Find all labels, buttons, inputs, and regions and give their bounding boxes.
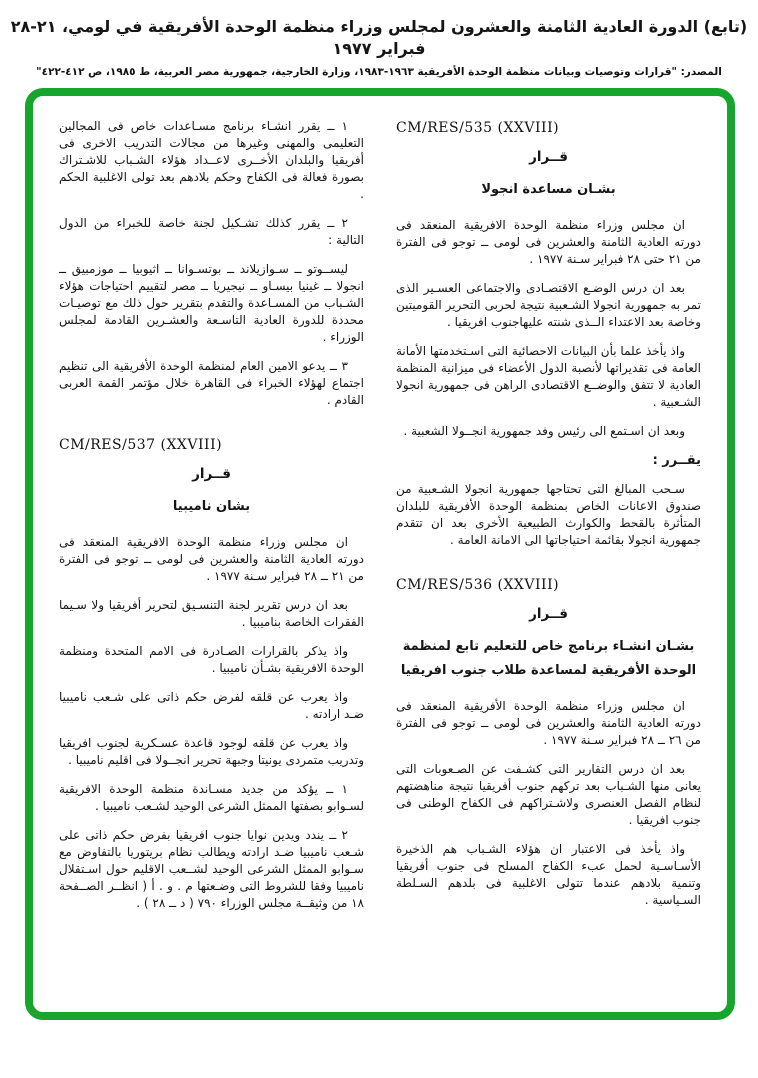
paragraph: ان مجلس وزراء منظمة الوحدة الافريقية المنعقد فى دورته العادية الثامنة والعشرين فى لومى ــ توجو فى الفترة من ٢١ حتى ٢٨ فبراير سـنة ١٩٧٧ . [396,217,701,266]
resolution-536-subtitle-line1: بشـان انشـاء برنامج خاص للتعليم تابع لمنظمة [402,638,695,654]
resolution-535-title: قــرار [529,149,568,165]
source-citation: المصدر: "قرارات وتوصيات وبيانات منظمة الوحدة الأفريقية ١٩٦٣-١٩٨٣، وزارة الخارجية، جمهورية مصر العربية، ط ١٩٨٥، ص ٤١٢-٤٢٢" [36,66,722,79]
paragraph: ٢ ــ يندد ويدين نوايا جنوب افريقيا بفرض حكم ذاتى على شـعب ناميبيا ضـد ارادته ويطالب نظام بريتوريا بالتفاوض مع سـوابو الممثل الشرعى الوحيد لشــعب الاقليم حول اسـتقلال ناميبيا وفقا للشروط التى وضـعتها م . و . أ ( انظــر الصــفحة ١٨ من وثيقــة مجلس الوزراء ٧٩٠ ( د ــ ٢٨ ) . [59,827,364,910]
resolution-code-536: CM/RES/536 (XXVIII) [396,576,560,593]
paragraph: واذ يعرب عن قلقه لفرض حكم ذاتى على شـعب ناميبيا ضـد ارادته . [59,689,364,721]
paragraph: ٢ ــ يقرر كذلك تشـكيل لجنة خاصة للخبراء من الدول التالية : [59,216,364,247]
paragraph: ان مجلس وزراء منظمة الوحدة الافريقية المنعقد فى دورته العادية الثامنة والعشرين فى لومى ــ توجو فى الفترة من ٢١ ــ ٢٨ فبراير سـنة ١٩٧٧ . [59,534,364,583]
paragraph: وبعد ان اسـتمع الى رئيس وفد جمهورية انجــولا الشعبية . [403,423,685,438]
column-right [396,118,701,994]
resolution-code-537: CM/RES/537 (XXVIII) [59,437,223,453]
resolution-536-subtitle-line2: الوحدة الأفريقية لمساعدة طلاب جنوب افريقيا [400,663,697,679]
resolution-536-subtitle [396,635,701,684]
resolution-537-subtitle: بشان ناميبيا [172,499,251,514]
resolution-537-title: قــرار [192,466,231,482]
paragraph: بعد ان درس الوضـع الاقتصـادى والاجتماعى العسـير الذى تمر به جمهورية انجولا الشـعبية نتيجة لحربى التحرير القوميتين وخاصة بعد الاعتداء الــذى شنته عليهاجنوب افريقيا . [396,280,701,329]
resolution-536-title: قــرار [529,605,568,622]
paragraph: ليســوتو ــ سـوازيلاند ــ بوتسـوانا ــ اثيوبيا ــ موزمبيق ــ انجولا ــ غينيا بيسـاو ــ نيجيريا ــ مصر لتقييم احتياجات هؤلاء الشـباب من المسـاعدة والتقدم بتقرير حول ذلك مع توصيـات محددة للدورة العادية التاسـعة والعشـرين القادمة لمجلس الوزراء . [59,262,364,344]
two-column-layout [59,118,701,994]
document-frame [25,88,735,1020]
column-left [59,118,364,994]
paragraph: بعد ان درس التقارير التى كشـفت عن الصـعوبات التى يعانى منها الشـباب بعد تركهم جنوب أفريقيا نتيجة مناهضتهم لنظام الفصل العنصرى ولاشـتراكهم فى الكفاح الوطنى فى جنوب افريقيا . [396,762,701,828]
resolution-535-subtitle: بشـان مساعدة انجولا [481,182,616,197]
session-title: (تابع) الدورة العادية الثامنة والعشرون لمجلس وزراء منظمة الوحدة الأفريقية في لومي، ٢١-٢٨ فبراير ١٩٧٧ [10,17,748,58]
paragraph: واذ يأخذ فى الاعتبار ان هؤلاء الشـباب هم الذخيرة الأسـاسـية لحمل عبء الكفاح المسلح فى جنوب أفريقيا وتنمية بلادهم عندما تتولى الاغلبية فى بلدهم السـلطة السـياسية . [396,842,701,908]
paragraph: واذ يعرب عن قلقه لوجود قاعدة عسـكرية لجنوب افريقيا وتدريب متمردى يونيتا وجبهة تحرير انجــولا فى اقليم ناميبيا . [59,735,364,767]
page-header [0,16,758,78]
decision-heading: يقــرر : [652,452,701,468]
paragraph: ٣ ــ يدعو الامين العام لمنظمة الوحدة الأفريقية الى تنظيم اجتماع لهؤلاء الخبراء فى القاهرة خلال مؤتمر القمة العربى القادم . [59,359,364,407]
paragraph: ان مجلس وزراء منظمة الوحدة الأفريقية المنعقد فى دورته العادية الثامنة والعشرين فى لومى ــ توجو فى الفترة من ٢٦ ــ ٢٨ فبراير سـنة ١٩٧٧ . [396,699,701,748]
paragraph: واذ يأخذ علما بأن البيانات الاحصائية التى اسـتخدمتها الأمانة العامة فى تقديراتها لأنصبة الدول الأعضاء فى ميزانية المنظمة العادية لا تتفق والوضــع الاقتصادى الراهن فى جمهورية انجولا الشـعبية . [396,343,701,409]
paragraph: ١ ــ يؤكد من جديد مسـاندة منظمة الوحدة الافريقية لسـوابو بصفتها الممثل الشرعى الوحيد لشـعب ناميبيا . [59,781,364,813]
paragraph: بعد ان درس تقرير لجنة التنسـيق لتحرير أفريقيا ولا سـيما الفقرات الخاصة بناميبيا . [59,597,364,629]
paragraph: واذ يذكر بالقرارات الصـادرة فى الامم المتحدة ومنظمة الوحدة الافريقية بشـأن ناميبيا . [59,643,364,675]
paragraph: سـحب المبالغ التى تحتاجها جمهورية انجولا الشـعبية من صندوق الاعانات الخاص بمنظمة الوحدة الأفريقية للبلدان المتأثرة بالقحط والكوارث الطبيعية الأخرى بعد ان تتقدم جمهورية انجولا بقائمة احتياجاتها الى الامانة العامة . [396,481,701,547]
resolution-code-535: CM/RES/535 (XXVIII) [396,120,560,136]
paragraph: ١ ــ يقرر انشـاء برنامج مسـاعدات خاص فى المجالين التعليمى والمهنى وغيرها من مجالات التدريب الاخرى فى أفريقيا والبلدان الأخــرى لاعــداد هؤلاء الشـباب للاشـتراك بصورة فعالة فى الكفاح وحكم بلادهم بعد تولى الاغلبية الحكم . [59,119,364,201]
